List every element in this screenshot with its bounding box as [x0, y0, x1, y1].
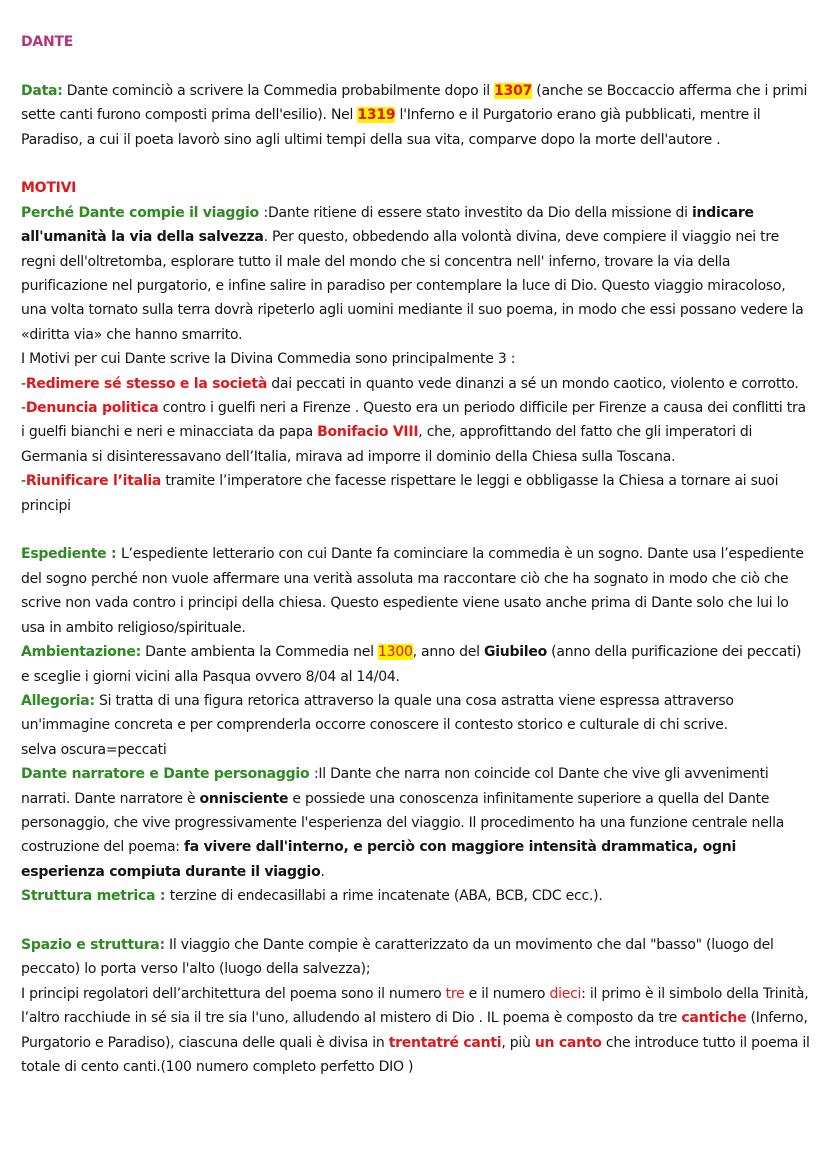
data-paragraph	[21, 79, 811, 152]
motivo-3-dash: -	[21, 473, 26, 490]
year-1307-highlight: 1307	[494, 82, 533, 99]
allegoria-paragraph	[21, 689, 811, 738]
tre-word: tre	[445, 985, 465, 1002]
data-label: Data:	[21, 82, 63, 99]
spazio-label: Spazio e struttura:	[21, 936, 165, 953]
motivo-2-dash: -	[21, 400, 26, 417]
principi-text-2: e il numero	[464, 985, 550, 1002]
principi-paragraph	[21, 982, 811, 1080]
allegoria-example: selva oscura=peccati	[21, 741, 167, 758]
narratore-text-1: :Il Dante che narra non coincide col Dante che vive gli avvenimenti narrati. Dante narratore è	[21, 766, 769, 807]
document-page	[21, 30, 811, 1079]
motivi-heading: MOTIVI	[21, 180, 77, 197]
year-1300-highlight: 1300	[378, 644, 413, 661]
spazio-text-1: Il viaggio che Dante compie è caratterizzato da un movimento che dal "basso" (luogo del peccato) lo porta verso l'alto (luogo della salvezza);	[21, 936, 774, 978]
motivo-2-text-1: contro i guelfi neri a Firenze . Questo era un periodo difficile per Firenze a causa dei conflitti tra i guelfi bianchi e neri e minacciata da papa	[21, 400, 806, 441]
narratore-label: Dante narratore e Dante personaggio	[21, 766, 314, 783]
data-text-2: (anche se Boccaccio afferma che i primi sette canti furono composti prima dell'esilio). Nel	[21, 82, 808, 124]
perche-bold: indicare all'umanità la via della salvezza	[21, 204, 754, 246]
principi-text-5: , più	[501, 1034, 535, 1051]
espediente-label: Espediente :	[21, 546, 121, 563]
principi-text-6: che introduce tutto il poema il totale di cento canti.(100 numero completo perfetto DIO )	[21, 1034, 810, 1075]
principi-text-4: (Inferno, Purgatorio e Paradiso), ciascuna delle quali è divisa in	[21, 1010, 808, 1051]
ambientazione-text-2: , anno del	[412, 644, 484, 661]
motivo-2-label: Denuncia politica	[25, 400, 159, 417]
allegoria-text: Si tratta di una figura retorica attraverso la quale una cosa astratta viene espressa attraverso un'immagine concreta e per comprenderla occorre conoscere il contesto storico e culturale di chi scrive.	[21, 692, 734, 734]
motivo-3	[21, 469, 811, 518]
motivo-1	[21, 372, 811, 396]
motivo-3-text: tramite l’imperatore che facesse rispettare le leggi e obbligasse la Chiesa a tornare ai suoi principi	[21, 473, 779, 514]
motivo-1-text: dai peccati in quanto vede dinanzi a sé un mondo caotico, violento e corrotto.	[267, 375, 799, 392]
motivo-3-label: Riunificare l’italia	[25, 473, 162, 490]
metrica-paragraph	[21, 884, 811, 908]
perche-text-1: :Dante ritiene di essere stato investito da Dio della missione di	[263, 204, 692, 221]
perche-text-2: . Per questo, obbedendo alla volontà divina, deve compiere il viaggio nei tre regni dell'oltretomba, esplorare tutto il male del mondo che si concentra nell' inferno, trovare la via della purificazione nel purgatorio, e infine salire in paradiso per contemplare la luce di Dio. Questo viaggio miracoloso, una volta tornato sulla terra dovrà ripeterlo agli uomini mediante il suo poema, in modo che essi possano vedere la «diritta via» che hanno smarrito.	[21, 229, 804, 343]
espediente-text: L’espediente letterario con cui Dante fa cominciare la commedia è un sogno. Dante usa l’espediente del sogno perché non vuole affermare una verità assoluta ma raccontare ciò che ha sognato in modo che ciò che scrive non vada contro i principi della chiesa. Questo espediente viene usato anche prima di Dante solo che lui lo usa in ambito religioso/spirituale.	[21, 546, 804, 636]
narratore-paragraph	[21, 762, 811, 884]
narratore-text-2: e possiede una conoscenza infinitamente superiore a quella del Dante personaggio, che vive progressivamente l'esperienza del viaggio. Il procedimento ha una funzione centrale nella costruzione del poema:	[21, 790, 785, 856]
ambientazione-text-3: (anno della purificazione dei peccati) e sceglie i giorni vicini alla Pasqua ovvero 8/04 al 14/04.	[21, 644, 802, 685]
onnisciente-bold: onnisciente	[199, 790, 289, 807]
principi-text-3: : il primo è il simbolo della Trinità, l’altro racchiude in sé sia il tre sia l'uno, alludendo al mistero di Dio . IL poema è composto da tre	[21, 985, 809, 1027]
principi-text-1: I principi regolatori dell’architettura del poema sono il numero	[21, 985, 446, 1002]
dieci-word: dieci	[549, 985, 582, 1002]
metrica-label: Struttura metrica :	[21, 888, 170, 905]
motivo-1-label: Redimere sé stesso e la società	[25, 375, 268, 392]
ambientazione-label: Ambientazione:	[21, 644, 141, 661]
motivo-2	[21, 396, 811, 469]
perche-paragraph	[21, 201, 811, 347]
ambientazione-text-1: Dante ambienta la Commedia nel	[140, 644, 378, 661]
motivo-2-text-2: , che, approfittando del fatto che gli imperatori di Germania si disinteressavano dell’Italia, mirava ad imporre il dominio della Chiesa sulla Toscana.	[21, 424, 753, 465]
allegoria-label: Allegoria:	[21, 692, 95, 709]
perche-label: Perché Dante compie il viaggio	[21, 204, 264, 221]
cantiche-word: cantiche	[681, 1010, 747, 1027]
narratore-bold-2: fa vivere dall'interno, e perciò con maggiore intensità drammatica, ogni esperienza compiuta durante il viaggio	[21, 839, 736, 880]
data-text-3: l'Inferno e il Purgatorio erano già pubblicati, mentre il Paradiso, a cui il poeta lavorò sino agli ultimi tempi della sua vita, comparve dopo la morte dell'autore .	[21, 107, 761, 148]
spazio-paragraph	[21, 933, 811, 982]
un-canto: un canto	[534, 1034, 602, 1051]
espediente-paragraph	[21, 542, 811, 640]
pope-name: Bonifacio VIII	[317, 424, 419, 441]
ambientazione-paragraph	[21, 640, 811, 689]
page-title: DANTE	[21, 34, 74, 50]
trentatre-canti: trentatré canti	[388, 1034, 502, 1051]
giubileo-bold: Giubileo	[483, 644, 547, 661]
motivo-1-dash: -	[21, 375, 26, 392]
narratore-text-3: .	[320, 863, 325, 880]
metrica-text: terzine di endecasillabi a rime incatenate (ABA, BCB, CDC ecc.).	[169, 888, 603, 905]
data-text-1: Dante cominciò a scrivere la Commedia probabilmente dopo il	[62, 82, 495, 99]
motivi-intro: I Motivi per cui Dante scrive la Divina Commedia sono principalmente 3 :	[21, 351, 516, 368]
year-1319-highlight: 1319	[357, 107, 396, 124]
